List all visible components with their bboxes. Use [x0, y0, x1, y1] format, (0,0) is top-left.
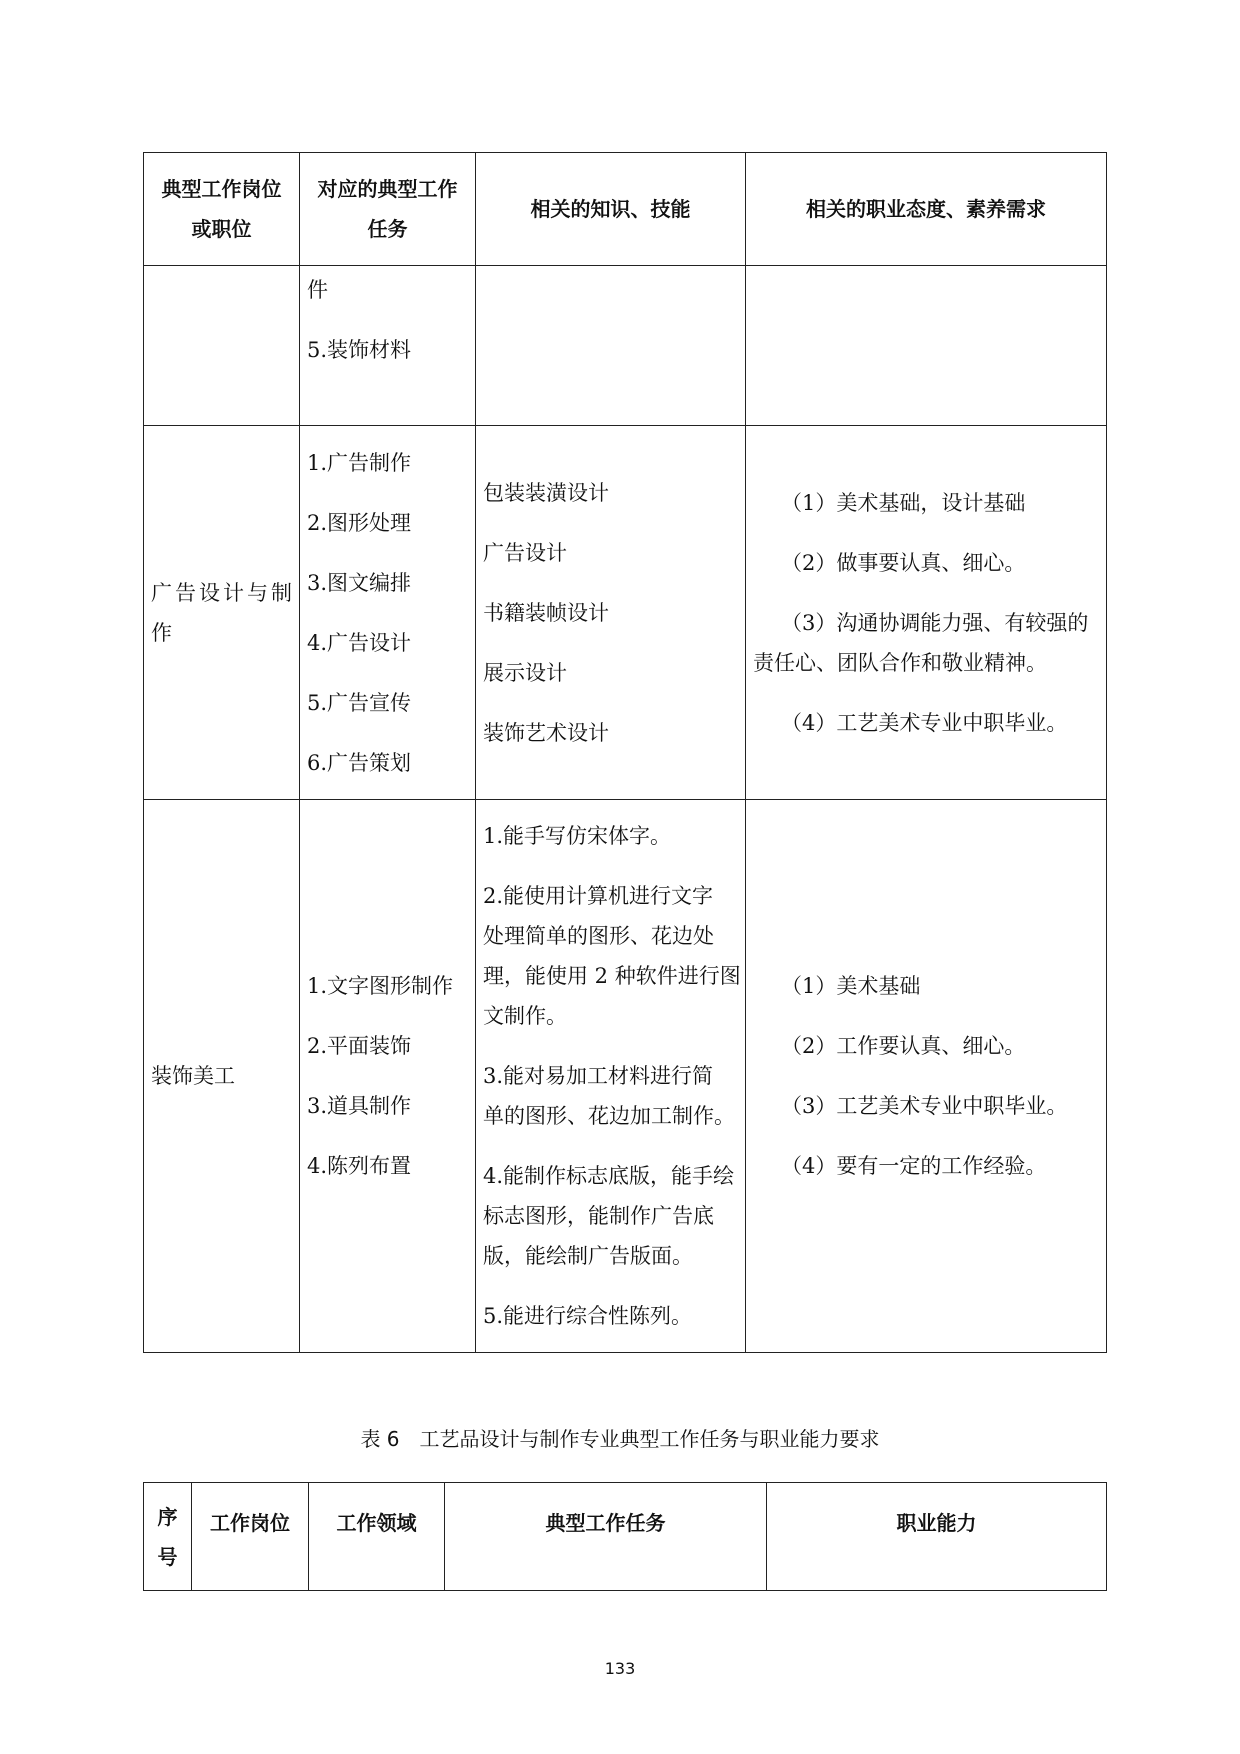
job-requirements-table [143, 152, 1107, 1353]
header-work-area: 工作领域 [309, 1483, 445, 1591]
cell-position [144, 266, 300, 426]
cell-attitude: （1）美术基础 （2）工作要认真、细心。 （3）工艺美术专业中职毕业。 （4）要有一定的工作经验。 [746, 800, 1107, 1353]
page-number: 133 [604, 1659, 636, 1678]
header-tasks: 对应的典型工作 任务 [300, 153, 476, 266]
cell-attitude: （1）美术基础，设计基础 （2）做事要认真、细心。 （3）沟通协调能力强、有较强的 责任心、团队合作和敬业精神。 （4）工艺美术专业中职毕业。 [746, 426, 1107, 800]
table-header-row [144, 1483, 1107, 1591]
cell-position: 广告设计与制 作 [144, 426, 300, 800]
header-index: 序 号 [144, 1483, 192, 1591]
cell-attitude [746, 266, 1107, 426]
cell-position: 装饰美工 [144, 800, 300, 1353]
cell-knowledge [476, 266, 746, 426]
table-header-row [144, 153, 1107, 266]
header-position: 典型工作岗位 或职位 [144, 153, 300, 266]
table-row [144, 426, 1107, 800]
header-ability: 职业能力 [767, 1483, 1107, 1591]
cell-tasks: 件 5.装饰材料 [300, 266, 476, 426]
table-caption: 表 6 工艺品设计与制作专业典型工作任务与职业能力要求 [360, 1427, 880, 1451]
header-job-position: 工作岗位 [192, 1483, 309, 1591]
table-row [144, 266, 1107, 426]
cell-knowledge: 1.能手写仿宋体字。 2.能使用计算机进行文字 处理简单的图形、花边处 理，能使用 2 种软件进行图 文制作。 3.能对易加工材料进行简 单的图形、花边加工制作。 4.能制作标志底版，能手绘 标志图形，能制作广告底 版，能绘制广告版面。 5.能进行综合性陈列。 [476, 800, 746, 1353]
header-knowledge: 相关的知识、技能 [476, 153, 746, 266]
cell-knowledge: 包装装潢设计 广告设计 书籍装帧设计 展示设计 装饰艺术设计 [476, 426, 746, 800]
table-row [144, 800, 1107, 1353]
cell-tasks: 1.文字图形制作 2.平面装饰 3.道具制作 4.陈列布置 [300, 800, 476, 1353]
header-typical-tasks: 典型工作任务 [445, 1483, 767, 1591]
craft-design-table [143, 1482, 1107, 1591]
cell-tasks: 1.广告制作 2.图形处理 3.图文编排 4.广告设计 5.广告宣传 6.广告策划 [300, 426, 476, 800]
header-attitude: 相关的职业态度、素养需求 [746, 153, 1107, 266]
